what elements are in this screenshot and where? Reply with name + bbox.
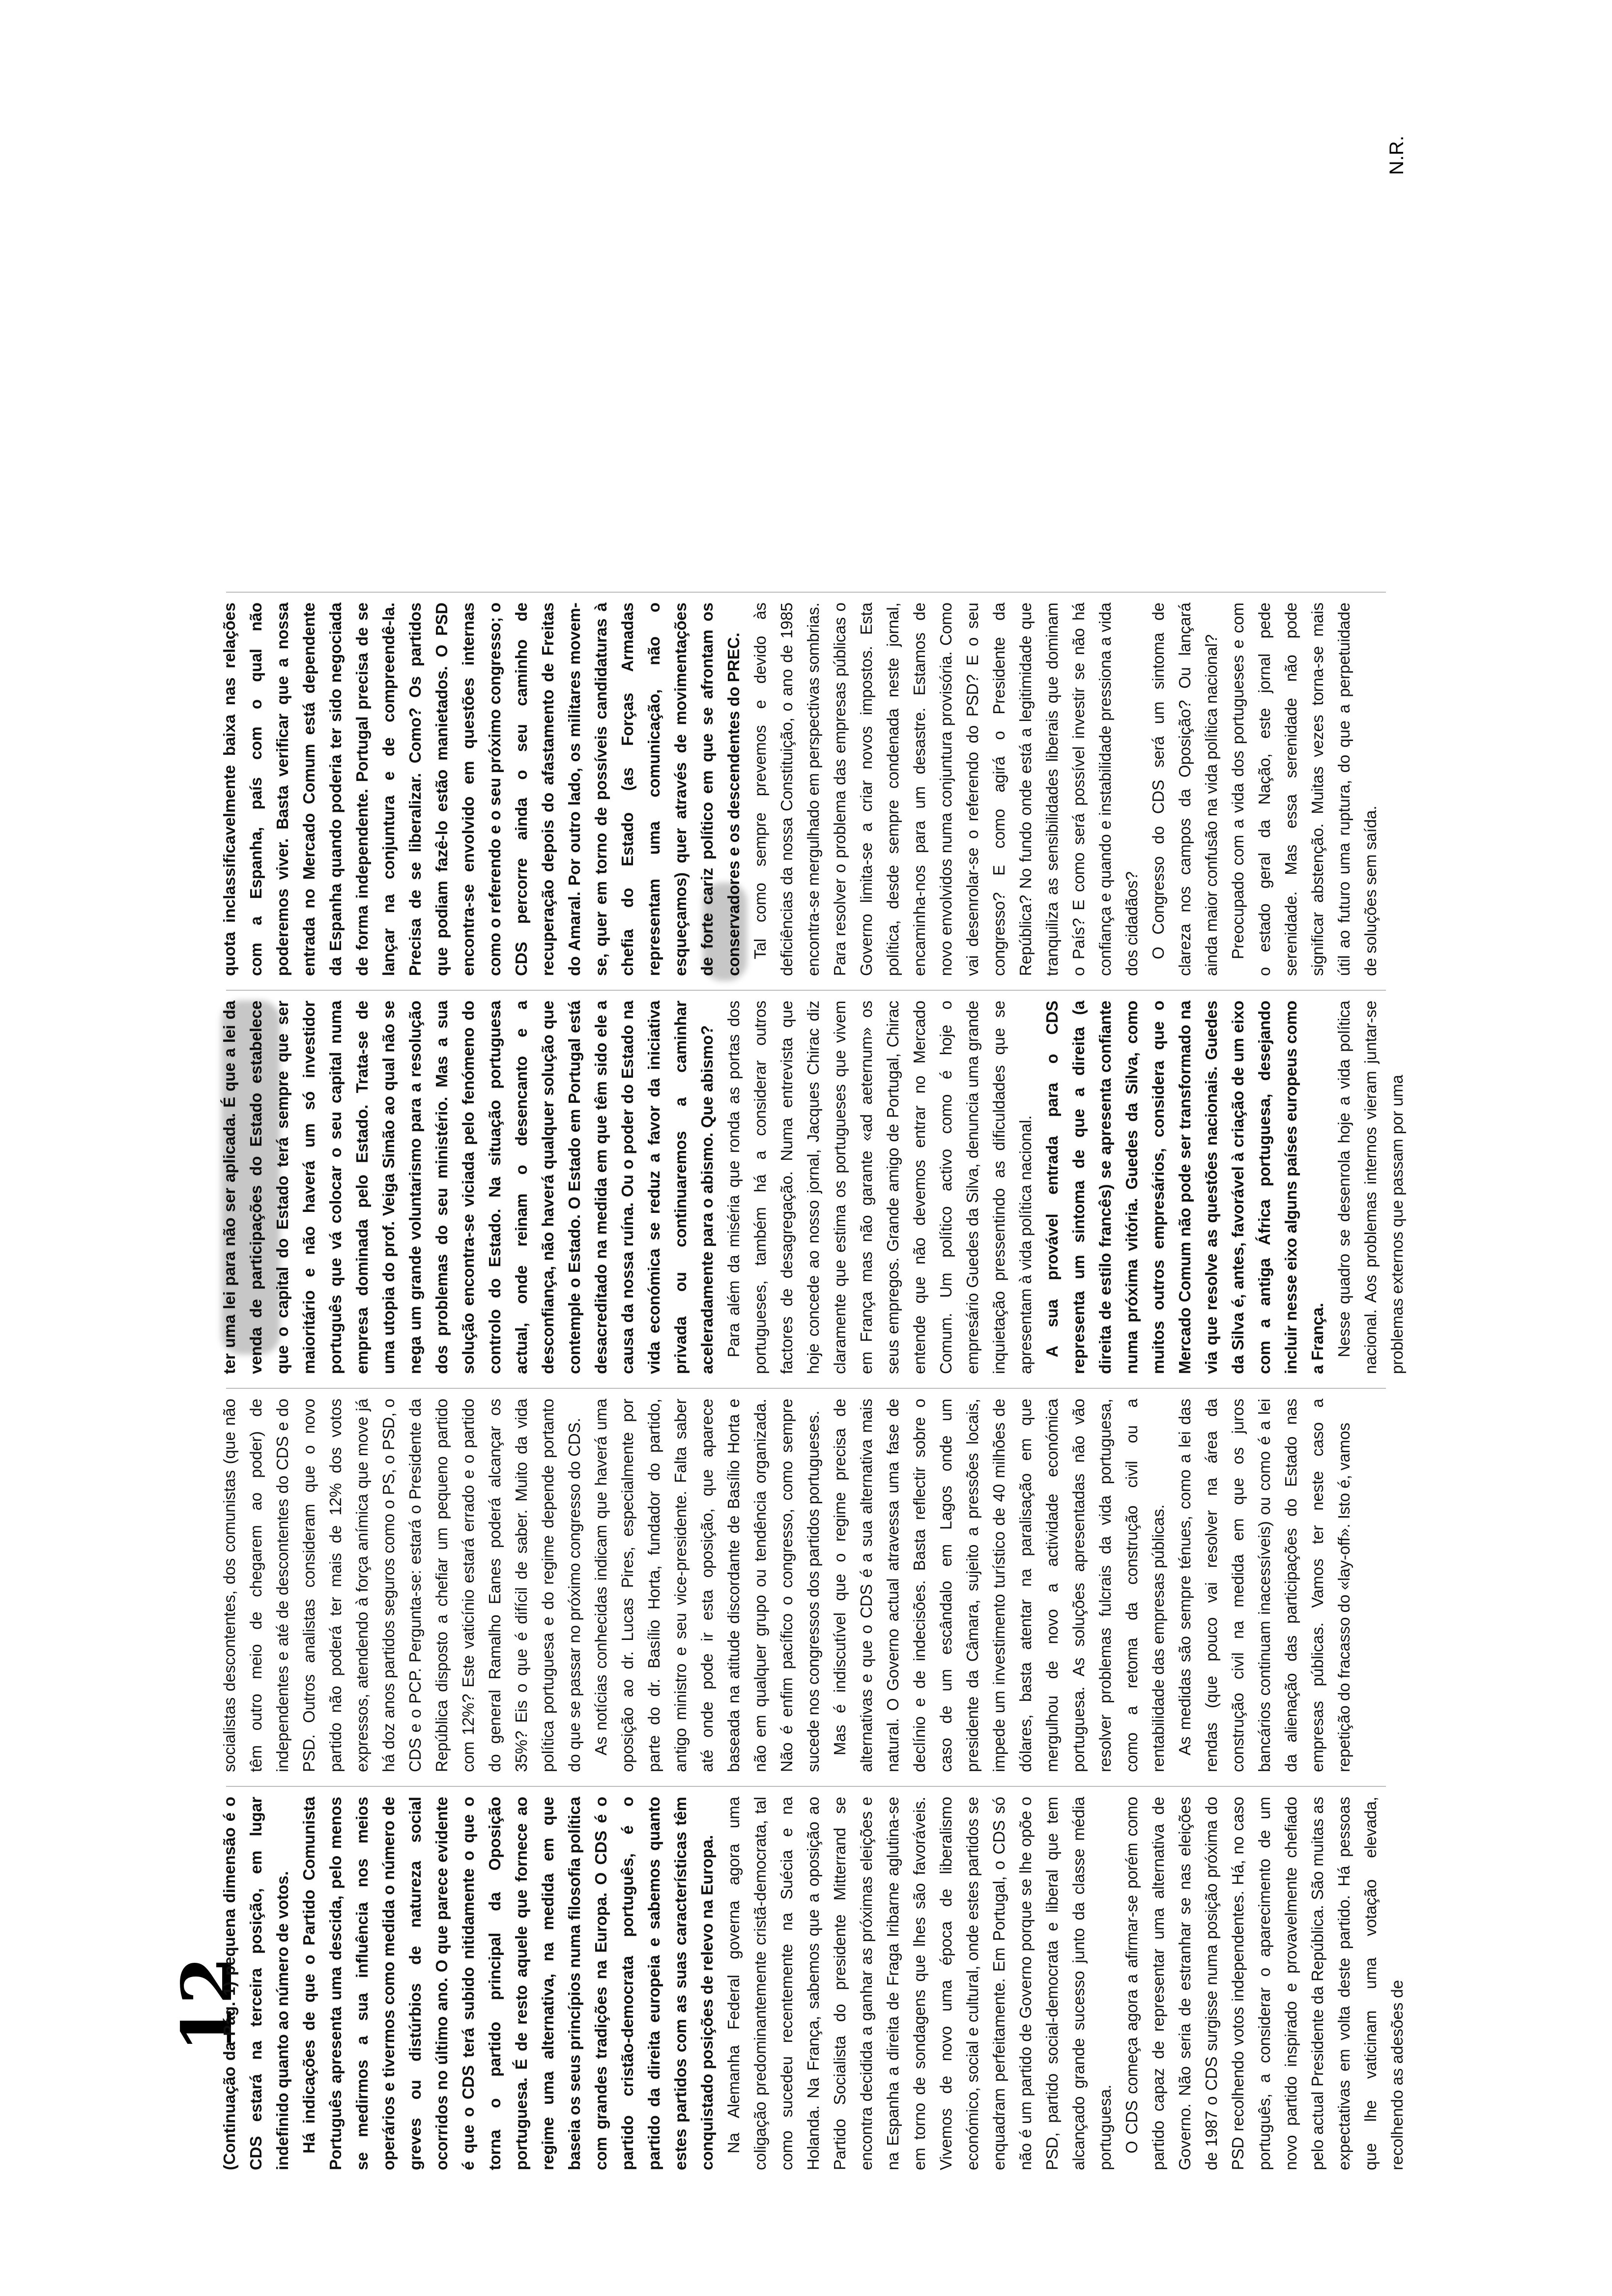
article-column-2	[216, 1399, 1391, 1772]
column-paragraph: O Congresso do CDS será um sintoma de clareza nos campos da Oposição? Ou lançará ainda maior confusão na vida política nacional?	[1149, 603, 1220, 976]
article-column-3	[216, 1001, 1406, 1374]
article-column-4	[216, 603, 1391, 976]
column-paragraph: Para além da miséria que ronda as portas dos portugueses, também há a considerar outros factores de desagregação. Numa entrevista que hoje concede ao nosso jornal, Jacques Chirac diz claramente que estima os portugueses que vivem em França mas não garante «ad aeternum» os seus empregos. Grande amigo de Portugal, Chirac entende que não devemos entrar no Mercado Comum. Um político activo como é hoje o empresário Guedes da Silva, denuncia uma grande inquietação pressentindo as dificuldades que se apresentam à vida política nacional.	[724, 1001, 1035, 1374]
column-paragraph: Preocupado com a vida dos portugueses e com o estado geral da Nação, este jornal pede serenidade. Mas essa serenidade não pode significar abstenção. Muitas vezes torna-se mais útil ao futuro uma ruptura, do que a perpetuidade de soluções sem saída.	[1229, 603, 1380, 976]
column-divider	[226, 592, 1386, 593]
column-paragraph: ter uma lei para não ser aplicada. É que a lei da venda de participações do Estado estabelece que o capital do Estado terá sempre que ser maioritário e não haverá um só investidor português que vá colocar o seu capital numa empresa dominada pelo Estado. Trata-se de uma utopia do prof. Veiga Simão ao qual não se nega um grande voluntarismo para a resolução dos problemas do seu ministério. Mas a sua solução encontra-se viciada pelo fenómeno do controlo do Estado. Na situação portuguesa actual, onde reinam o desencanto e a desconfiança, não haverá qualquer solução que contemple o Estado. O Estado em Portugal está desacreditado na medida em que têm sido ele a causa da nossa ruína. Ou o poder do Estado na vida económica se reduz a favor da iniciativa privada ou continuaremos a caminhar aceleradamente para o abismo. Que abismo?	[220, 1001, 716, 1374]
column-paragraph: As medidas são sempre ténues, como a lei das rendas (que pouco vai resolver na área da construção civil na medida em que os juros bancários continuam inacessíveis) ou como é a lei da alienação das participações do Estado nas empresas públicas. Vamos ter neste caso a repetição do fracasso do «lay-off». Isto é, vamos	[1176, 1399, 1353, 1772]
photocopy-smudge	[221, 1001, 280, 1354]
column-divider	[226, 1388, 1386, 1389]
column-paragraph: A sua provável entrada para o CDS representa um sintoma de que a direita (a direita de estilo francês) se apresenta confiante numa próxima vitória. Guedes da Silva, como muitos outros empresários, considera que o Mercado Comum não pode ser transformado na via que resolve as questões nacionais. Guedes da Silva é, antes, favorável à criação de um eixo com a antiga África portuguesa, desejando incluir nesse eixo alguns países europeus como a França.	[1043, 1001, 1326, 1374]
column-paragraph: quota inclassificavelmente baixa nas relações com a Espanha, país com o qual não poderemos viver. Basta verificar que a nossa entrada no Mercado Comum está dependente da Espanha quando poderia ter sido negociada de forma independente. Portugal precisa de se lançar na conjuntura e de compreendê-la. Precisa de se liberalizar. Como? Os partidos que podiam fazê-lo estão manietados. O PSD encontra-se envolvido em questões internas como o referendo e o seu próximo congresso; o CDS percorre ainda o seu caminho de recuperação depois do afastamento de Freitas do Amaral. Por outro lado, os militares movem-se, quer em torno de possíveis candidaturas à chefia do Estado (as Forças Armadas representam uma comunicação, não o esqueçamos) quer através de movimentações de forte cariz político em que se afrontam os conservadores e os descendentes do PREC.	[220, 603, 743, 976]
column-paragraph: As notícias conhecidas indicam que haverá uma oposição ao dr. Lucas Pires, especialmente por parte do dr. Basílio Horta, fundador do partido, antigo ministro e seu vice-presidente. Falta saber até onde pode ir esta oposição, que aparece baseada na atitude discordante de Basílio Horta e não em qualquer grupo ou tendência organizada. Não é enfim pacífico o congresso, como sempre sucede nos congressos dos partidos portugueses.	[592, 1399, 822, 1772]
column-divider	[226, 990, 1386, 991]
handwritten-page-mark: 12	[167, 1956, 248, 2052]
editorial-signature: N.R.	[1386, 136, 1408, 175]
column-paragraph: Há indicações de que o Partido Comunista Português apresenta uma descida, pelo menos se medirmos a sua influência nos meios operários e tivermos como medida o número de greves ou distúrbios de natureza social ocorridos no último ano. O que parece evidente é que o CDS terá subido nitidamente o que o torna o partido principal da Oposição portuguesa. É de resto aquele que fornece ao regime uma alternativa, na medida em que baseia os seus princípios numa filosofia política com grandes tradições na Europa. O CDS é o partido cristão-democrata português, é o partido da direita europeia e sabemos quanto estes partidos com as suas características têm conquistado posições de relevo na Europa.	[300, 1797, 716, 2170]
column-paragraph: Na Alemanha Federal governa agora uma coligação predominantemente cristã-democrata, tal como sucedeu recentemente na Suécia e na Holanda. Na França, sabemos que a oposição ao Partido Socialista do presidente Mitterrand se encontra decidida a ganhar as próximas eleições e na Espanha a direita de Fraga Iribarne aglutina-se em torno de sondagens que lhes são favoráveis. Vivemos de novo uma época de liberalismo económico, social e cultural, onde estes partidos se enquadram perfeitamente. Em Portugal, o CDS só não é um partido de Governo porque se lhe opõe o PSD, partido social-democrata e liberal que tem alcançado grande sucesso junto da classe média portuguesa.	[724, 1797, 1114, 2170]
column-paragraph: (Continuação da Pág. 1) pequena dimensão é o CDS estará na terceira posição, em lugar indefinido quanto ao número de votos.	[220, 1797, 291, 2170]
column-paragraph: O CDS começa agora a afirmar-se porém como partido capaz de representar uma alternativa de Governo. Não seria de estranhar se nas eleições de 1987 o CDS surgisse numa posição próxima do PSD recolhendo votos independentes. Há, no caso português, a considerar o aparecimento de um novo partido inspirado e provavelmente chefiado pelo actual Presidente da República. São muitas as expectativas em volta deste partido. Há pessoas que lhe vaticinam uma votação elevada, recolhendo as adesões de	[1123, 1797, 1406, 2170]
column-paragraph: socialistas descontentes, dos comunistas (que não têm outro meio de chegarem ao poder) de independentes e até de descontentes do CDS e do PSD. Outros analistas consideram que o novo partido não poderá ter mais de 12% dos votos expressos, atendendo à força anímica que move já há doz anos partidos seguros como o PS, o PSD, o CDS e o PCP. Pergunta-se: estará o Presidente da República disposto a chefiar um pequeno partido com 12%? Este vaticínio estará errado e o partido do general Ramalho Eanes poderá alcançar os 35%? Eis o que é difícil de saber. Muito da vida política portuguesa e do regime depende portanto do que se passar no próximo congresso do CDS.	[220, 1399, 583, 1772]
column-paragraph: Tal como sempre prevemos e devido às deficiências da nossa Constituição, o ano de 1985 encontra-se mergulhado em perspectivas sombrias. Para resolver o problema das empresas públicas o Governo limita-se a criar novos impostos. Esta política, desde sempre condenada neste jornal, encaminha-nos para um desastre. Estamos de novo envolvidos numa conjuntura provisória. Como vai desenrolar-se o referendo do PSD? E o seu congresso? E como agirá o Presidente da República? No fundo onde está a legitimidade que tranquiliza as sensibilidades liberais que dominam o País? E como será possível investir se não há confiança e quando e instabilidade pressiona a vida dos cidadãos?	[751, 603, 1141, 976]
photocopy-smudge	[703, 883, 747, 981]
column-paragraph: Mas é indiscutível que o regime precisa de alternativas e que o CDS é a sua alternativa mais natural. O Governo actual atravessa uma fase de declínio e de indecisões. Basta reflectir sobre o caso de um escândalo em Lagos onde um presidente da Câmara, sujeito a pressões locais, impede um investimento turístico de 40 milhões de dólares, basta atentar na paralisação em que mergulhou de novo a actividade económica portuguesa. As soluções apresentadas não vão resolver problemas fulcrais da vida portuguesa, como a retoma da construção civil ou a rentabilidade das empresas públicas.	[831, 1399, 1167, 1772]
column-divider	[226, 1786, 1386, 1787]
article-column-1	[216, 1797, 1406, 2170]
column-paragraph: Nesse quadro se desenrola hoje a vida política nacional. Aos problemas internos vieram juntar-se problemas externos que passam por uma	[1335, 1001, 1406, 1374]
rotated-article-sheet	[157, 106, 1455, 2190]
